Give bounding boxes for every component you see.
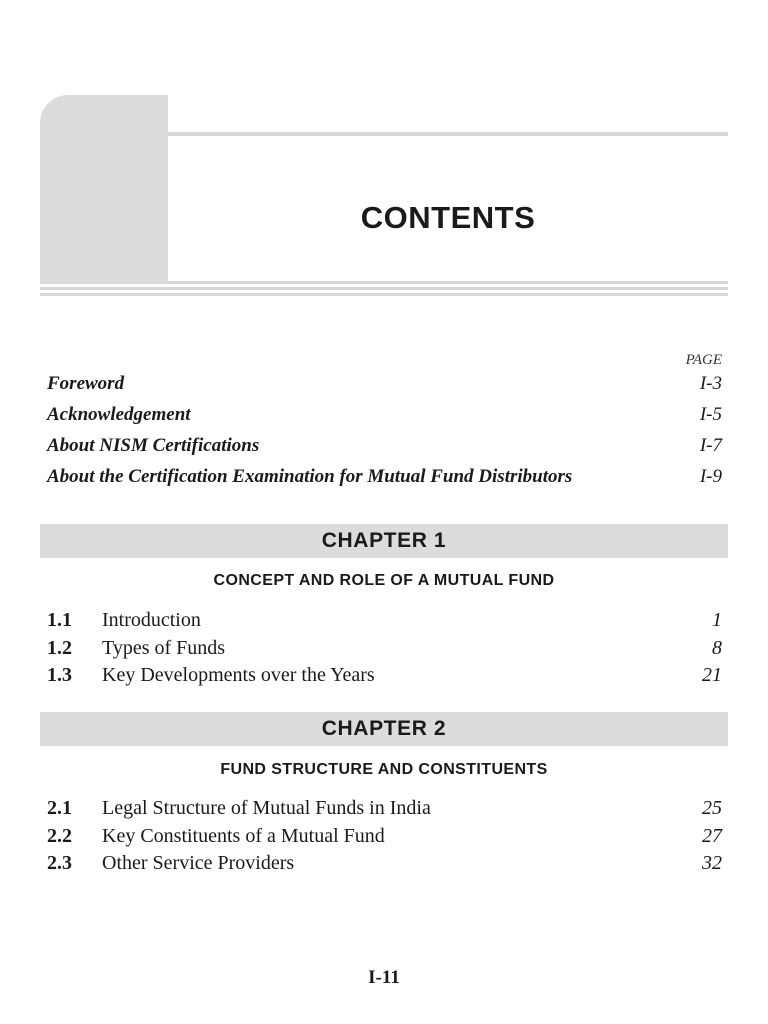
toc-entry-about-nism[interactable]	[47, 435, 722, 466]
header-top-rule	[168, 132, 728, 136]
header-bottom-rule	[40, 293, 728, 296]
header-bottom-rule	[40, 287, 728, 290]
chapter-2-sections	[47, 797, 722, 880]
toc-entry-page: I-5	[699, 404, 722, 425]
toc-section-1-3[interactable]	[47, 664, 722, 692]
toc-section-2-1[interactable]	[47, 797, 722, 825]
toc-section-2-3[interactable]	[47, 852, 722, 880]
toc-entry-acknowledgement[interactable]	[47, 404, 722, 435]
section-number: 1.2	[47, 636, 72, 659]
header-bottom-rule	[40, 281, 728, 284]
toc-entry-foreword[interactable]	[47, 373, 722, 404]
toc-entry-page: I-7	[699, 435, 722, 456]
section-number: 2.3	[47, 852, 72, 874]
toc-entry-label: Foreword	[47, 373, 125, 394]
section-page: 8	[712, 636, 722, 659]
section-title: Introduction	[102, 609, 201, 631]
chapter-2-title: FUND STRUCTURE AND CONSTITUENTS	[220, 761, 548, 778]
toc-entry-label: About the Certification Examination for Mutual Fund Distributors	[47, 466, 573, 487]
section-title: Key Constituents of a Mutual Fund	[102, 824, 385, 847]
toc-section-1-1[interactable]	[47, 609, 722, 637]
chapter-1-heading: CHAPTER 1	[40, 524, 728, 558]
page-number: I-11	[368, 967, 400, 988]
toc-section-2-2[interactable]	[47, 825, 722, 853]
chapter-2-heading: CHAPTER 2	[40, 712, 728, 746]
section-page: 1	[712, 609, 722, 631]
section-page: 21	[702, 664, 722, 686]
front-matter-list	[47, 373, 722, 497]
section-number: 2.1	[47, 797, 72, 819]
section-page: 25	[702, 797, 722, 819]
page-column-label: PAGE	[685, 352, 722, 368]
section-number: 2.2	[47, 824, 72, 847]
toc-entry-label: Acknowledgement	[47, 404, 191, 425]
chapter-1-title: CONCEPT AND ROLE OF A MUTUAL FUND	[213, 572, 555, 589]
section-number: 1.3	[47, 664, 72, 686]
toc-entry-label: About NISM Certifications	[47, 435, 260, 456]
toc-entry-page: I-3	[699, 373, 722, 394]
chapter-1-sections	[47, 609, 722, 692]
page-title: CONTENTS	[360, 200, 536, 235]
toc-entry-about-exam[interactable]	[47, 466, 722, 497]
section-title: Types of Funds	[102, 636, 226, 659]
section-title: Key Developments over the Years	[102, 664, 375, 686]
header-tab-decoration	[40, 95, 168, 281]
section-page: 27	[702, 824, 722, 847]
toc-entry-page: I-9	[699, 466, 722, 487]
section-page: 32	[702, 852, 722, 874]
toc-section-1-2[interactable]	[47, 637, 722, 665]
section-number: 1.1	[47, 609, 72, 631]
section-title: Other Service Providers	[102, 852, 295, 874]
section-title: Legal Structure of Mutual Funds in India	[102, 797, 431, 819]
